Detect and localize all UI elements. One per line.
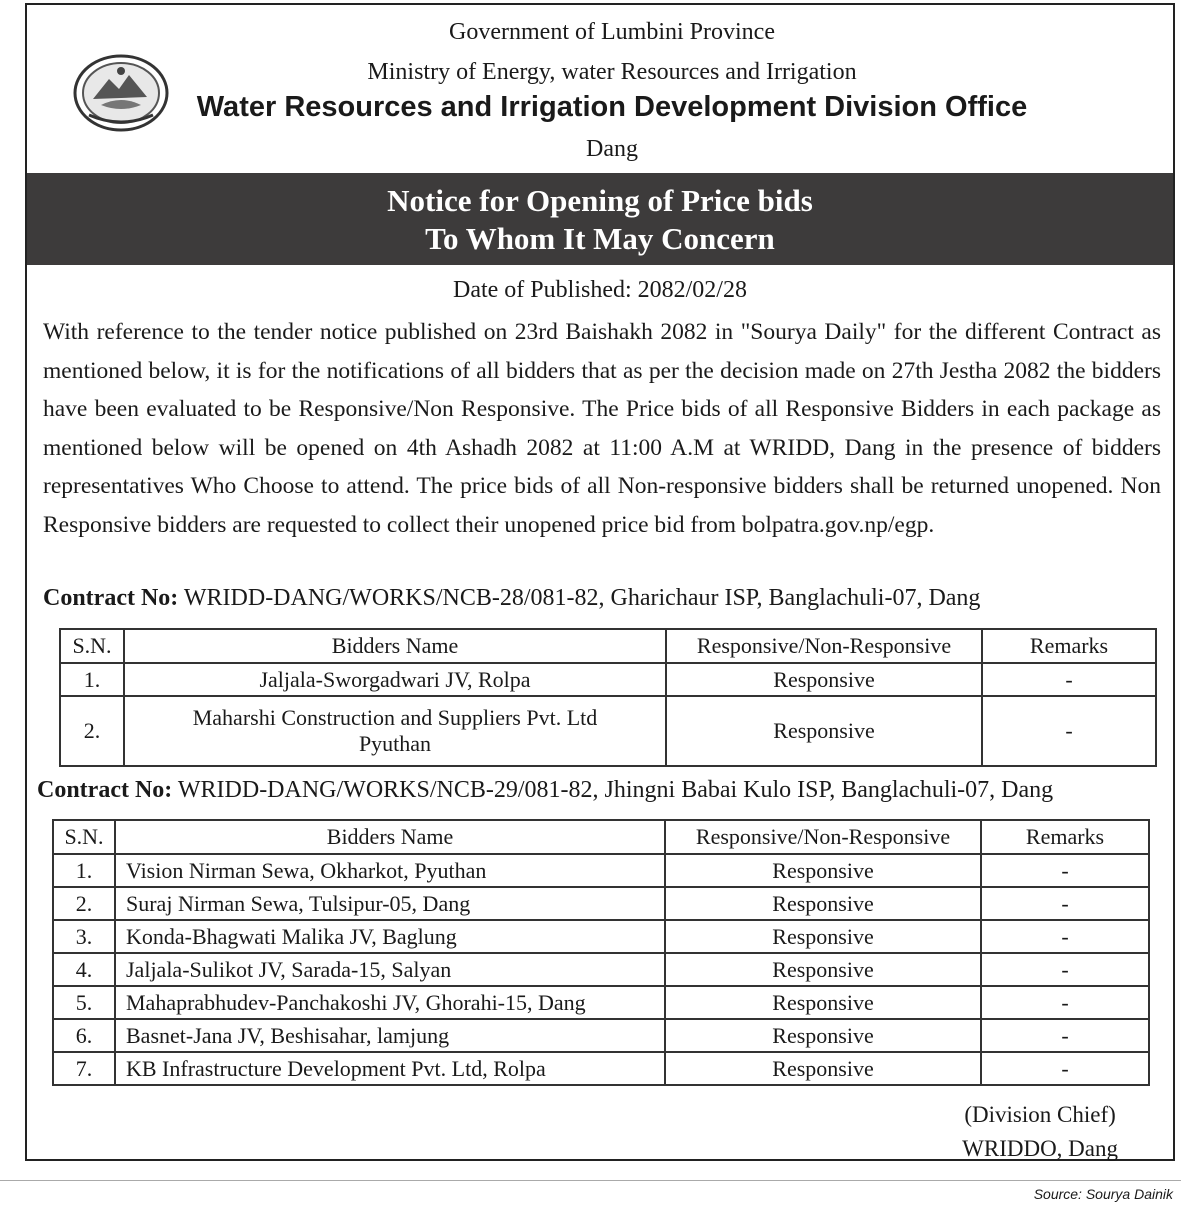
contract-1-value: WRIDD-DANG/WORKS/NCB-28/081-82, Gharichaur ISP, Banglachuli-07, Dang: [183, 585, 981, 611]
row-remarks: -: [981, 920, 1149, 953]
row-remarks: -: [981, 887, 1149, 920]
table-header-row: [53, 820, 1149, 854]
row-status: Responsive: [665, 953, 981, 986]
row-remarks: -: [982, 696, 1156, 766]
table-row: [60, 663, 1156, 696]
row-status: Responsive: [666, 696, 982, 766]
row-sn: 1.: [60, 663, 124, 696]
row-bidder-name: KB Infrastructure Development Pvt. Ltd, Rolpa: [115, 1052, 665, 1085]
table-row: [53, 1052, 1149, 1085]
row-status: Responsive: [665, 986, 981, 1019]
table-row: [60, 696, 1156, 766]
signature-block: [962, 1098, 1118, 1166]
contract-1-table: [59, 628, 1157, 767]
row-sn: 3.: [53, 920, 115, 953]
row-bidder-name: [124, 696, 666, 766]
col-remarks: Remarks: [981, 820, 1149, 854]
ministry-title: Ministry of Energy, water Resources and Irrigation: [367, 59, 857, 85]
row-sn: 4.: [53, 953, 115, 986]
row-remarks: -: [981, 1019, 1149, 1052]
table-row: [53, 1019, 1149, 1052]
row-remarks: -: [981, 854, 1149, 887]
row-sn: 2.: [60, 696, 124, 766]
row-bidder-name: Mahaprabhudev-Panchakoshi JV, Ghorahi-15, Dang: [115, 986, 665, 1019]
office-title: Water Resources and Irrigation Development Division Office: [196, 91, 1028, 123]
row-status: Responsive: [665, 887, 981, 920]
notice-document: [25, 3, 1175, 1161]
contract-2-heading: [37, 777, 1053, 804]
contract-1-heading: [43, 585, 980, 612]
table-row: [53, 986, 1149, 1019]
contract-1-label: Contract No:: [43, 585, 179, 611]
table-row: [53, 854, 1149, 887]
row-remarks: -: [982, 663, 1156, 696]
row-bidder-name: Suraj Nirman Sewa, Tulsipur-05, Dang: [115, 887, 665, 920]
table-header-row: [60, 629, 1156, 663]
col-status: Responsive/Non-Responsive: [665, 820, 981, 854]
row-sn: 6.: [53, 1019, 115, 1052]
row-status: Responsive: [665, 854, 981, 887]
source-credit: Source: Sourya Dainik: [1033, 1186, 1173, 1202]
table-row: [53, 920, 1149, 953]
signature-office: WRIDDO, Dang: [962, 1136, 1118, 1161]
row-bidder-name: Vision Nirman Sewa, Okharkot, Pyuthan: [115, 854, 665, 887]
table-row: [53, 887, 1149, 920]
row-sn: 7.: [53, 1052, 115, 1085]
row-sn: 1.: [53, 854, 115, 887]
notice-body: With reference to the tender notice published on 23rd Baishakh 2082 in "Sourya Daily" for the different Contract as mentioned below, it is for the notifications of all bidders that as per the decision made on 27th Jestha 2082 the bidders have been evaluated to be Responsive/Non Responsive. The Price bids of all Responsive Bidders in each package as mentioned below will be opened on 4th Ashadh 2082 at 11:00 A.M at WRIDD, Dang in the presence of bidders representatives Who Choose to attend. The price bids of all Non-responsive bidders shall be returned unopened. Non Responsive bidders are requested to collect their unopened price bid from bolpatra.gov.np/egp.: [43, 319, 1161, 538]
government-title: Government of Lumbini Province: [449, 19, 775, 45]
notice-banner: [27, 173, 1173, 265]
col-status: Responsive/Non-Responsive: [666, 629, 982, 663]
row-bidder-name: Jaljala-Sworgadwari JV, Rolpa: [124, 663, 666, 696]
row-status: Responsive: [665, 1052, 981, 1085]
row-remarks: -: [981, 953, 1149, 986]
table-row: [53, 953, 1149, 986]
col-sn: S.N.: [60, 629, 124, 663]
signature-title: (Division Chief): [964, 1102, 1116, 1127]
row-sn: 5.: [53, 986, 115, 1019]
col-bidder-name: Bidders Name: [115, 820, 665, 854]
bidder-name-line1: Maharshi Construction and Suppliers Pvt. Ltd: [192, 705, 598, 730]
contract-2-label: Contract No:: [37, 777, 173, 803]
bidder-name-line2: Pyuthan: [358, 731, 432, 756]
col-sn: S.N.: [53, 820, 115, 854]
row-bidder-name: Basnet-Jana JV, Beshisahar, lamjung: [115, 1019, 665, 1052]
row-remarks: -: [981, 986, 1149, 1019]
row-status: Responsive: [665, 920, 981, 953]
row-remarks: -: [981, 1052, 1149, 1085]
banner-subtitle: To Whom It May Concern: [425, 221, 775, 256]
footer-divider: [0, 1180, 1181, 1181]
row-bidder-name: Jaljala-Sulikot JV, Sarada-15, Salyan: [115, 953, 665, 986]
office-location: Dang: [586, 136, 638, 162]
col-bidder-name: Bidders Name: [124, 629, 666, 663]
contract-2-table: [52, 819, 1150, 1086]
publish-date: Date of Published: 2082/02/28: [453, 277, 747, 303]
row-sn: 2.: [53, 887, 115, 920]
row-status: Responsive: [666, 663, 982, 696]
row-bidder-name: Konda-Bhagwati Malika JV, Baglung: [115, 920, 665, 953]
contract-2-value: WRIDD-DANG/WORKS/NCB-29/081-82, Jhingni Babai Kulo ISP, Banglachuli-07, Dang: [177, 777, 1054, 803]
col-remarks: Remarks: [982, 629, 1156, 663]
row-status: Responsive: [665, 1019, 981, 1052]
banner-title: Notice for Opening of Price bids: [387, 183, 813, 218]
